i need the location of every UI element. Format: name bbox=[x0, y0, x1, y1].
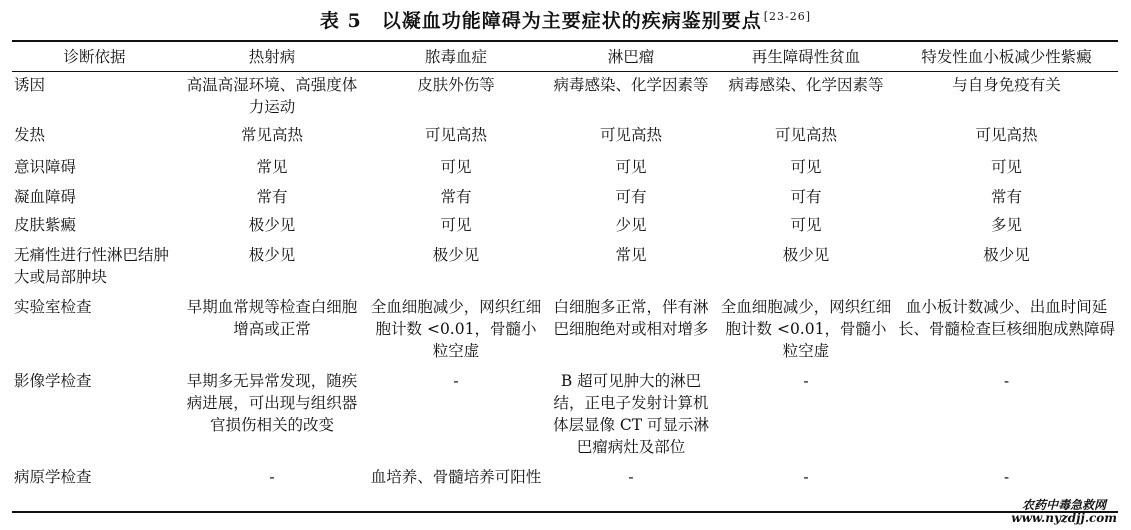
table-cell: 病毒感染、化学因素等 bbox=[728, 76, 884, 94]
table-cell: - bbox=[545, 464, 717, 512]
header-cell: 特发性血小板减少性紫癜 bbox=[895, 41, 1118, 72]
header-cell: 诊断依据 bbox=[12, 41, 177, 72]
table-cell: 可见 bbox=[440, 157, 472, 176]
table-cell: 常见 bbox=[256, 157, 288, 176]
row-label: 凝血障碍 bbox=[14, 187, 77, 206]
table-row bbox=[12, 368, 1118, 464]
row-label: 皮肤紫癜 bbox=[14, 215, 77, 234]
table-cell: 极少见 bbox=[248, 245, 296, 264]
watermark-name: 农药中毒急救网 bbox=[1022, 498, 1107, 512]
table-row bbox=[12, 464, 1118, 512]
table-cell: 可见高热 bbox=[599, 125, 662, 144]
table-cell: 与自身免疫有关 bbox=[952, 76, 1061, 94]
table-cell: 血培养、骨髓培养可阳性 bbox=[367, 464, 545, 512]
header-cell: 脓毒血症 bbox=[367, 41, 545, 72]
row-label: 实验室检查 bbox=[14, 297, 92, 316]
table-cell: 常见高热 bbox=[240, 125, 303, 144]
table-cell: 白细胞多正常，伴有淋巴细胞绝对或相对增多 bbox=[553, 297, 709, 338]
table-row bbox=[12, 72, 1118, 122]
table-row bbox=[12, 122, 1118, 154]
table-cell: - bbox=[895, 464, 1118, 512]
header-cell: 淋巴瘤 bbox=[545, 41, 717, 72]
watermark-url: www.nyzdjj.com bbox=[1011, 511, 1117, 525]
table-cell: 可见高热 bbox=[975, 125, 1038, 144]
table-cell: 全血细胞减少，网织红细胞计数 <0.01，骨髓小粒空虚 bbox=[370, 297, 542, 360]
row-label: 诱因 bbox=[14, 76, 46, 94]
table-cell: 常有 bbox=[440, 187, 472, 206]
table-cell: 可见 bbox=[790, 215, 822, 234]
table-cell: 早期血常规等检查白细胞增高或正常 bbox=[186, 297, 358, 338]
table-cell: 可见高热 bbox=[774, 125, 837, 144]
table-cell: - bbox=[803, 371, 809, 390]
table-cell: 血小板计数减少、出血时间延长、骨髓检查巨核细胞成熟障碍 bbox=[898, 297, 1116, 338]
table-cell: - bbox=[453, 371, 459, 390]
table-cell: 少见 bbox=[615, 215, 647, 234]
table-cell: 可见 bbox=[440, 215, 472, 234]
table-cell: 可见 bbox=[790, 157, 822, 176]
table-row bbox=[12, 294, 1118, 368]
differential-diagnosis-table bbox=[12, 40, 1118, 513]
row-label: 影像学检查 bbox=[14, 371, 92, 390]
table-cell: - bbox=[1003, 371, 1010, 390]
row-label: 意识障碍 bbox=[14, 157, 77, 176]
table-cell: 可见 bbox=[615, 157, 647, 176]
table-row bbox=[12, 212, 1118, 242]
reference-citation: [23-26] bbox=[763, 9, 812, 23]
table-cell: 全血细胞减少，网织红细胞计数 <0.01，骨髓小粒空虚 bbox=[720, 297, 892, 360]
table-cell: 皮肤外伤等 bbox=[417, 76, 495, 94]
table-cell: 极少见 bbox=[782, 245, 830, 264]
table-title bbox=[0, 6, 1131, 33]
header-row bbox=[12, 41, 1118, 72]
table-cell: - bbox=[717, 464, 895, 512]
table-cell: 极少见 bbox=[432, 245, 480, 264]
table-cell: 极少见 bbox=[983, 245, 1030, 264]
header-cell: 再生障碍性贫血 bbox=[717, 41, 895, 72]
table-cell: 常有 bbox=[256, 187, 288, 206]
table-cell: 病毒感染、化学因素等 bbox=[553, 76, 709, 94]
row-label: 发热 bbox=[14, 125, 46, 144]
table-cell: 多见 bbox=[990, 215, 1022, 234]
table-cell: 可有 bbox=[790, 187, 822, 206]
header-cell: 热射病 bbox=[177, 41, 367, 72]
table-cell: B 超可见肿大的淋巴结，正电子发射计算机体层显像 CT 可显示淋巴瘤病灶及部位 bbox=[552, 371, 710, 456]
table-row bbox=[12, 242, 1118, 294]
table-row bbox=[12, 154, 1118, 184]
site-watermark bbox=[1011, 499, 1117, 525]
table-cell: 可见 bbox=[990, 157, 1022, 176]
table-row bbox=[12, 184, 1118, 212]
table-cell: - bbox=[177, 464, 367, 512]
table-cell: 常见 bbox=[615, 245, 647, 264]
table-title-text: 表 5 以凝血功能障碍为主要症状的疾病鉴别要点 bbox=[319, 10, 762, 32]
table-cell: 可见高热 bbox=[424, 125, 487, 144]
table-cell: 极少见 bbox=[248, 215, 296, 234]
row-label: 无痛性进行性淋巴结肿大或局部肿块 bbox=[14, 245, 170, 286]
row-label: 病原学检查 bbox=[12, 464, 177, 512]
table-cell: 常有 bbox=[990, 187, 1022, 206]
table-cell: 高温高湿环境、高强度体力运动 bbox=[186, 76, 358, 116]
table-cell: 可有 bbox=[615, 187, 647, 206]
table-cell: 早期多无异常发现，随疾病进展，可出现与组织器官损伤相关的改变 bbox=[186, 371, 358, 434]
